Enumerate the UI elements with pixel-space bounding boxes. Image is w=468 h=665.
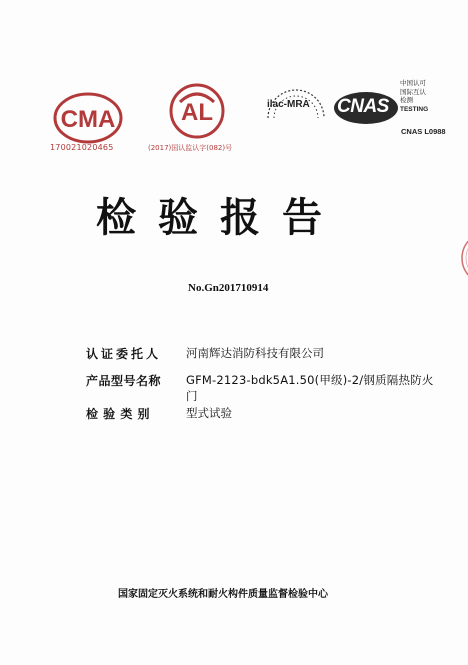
cnas-side-line: 中国认可	[400, 80, 426, 87]
cma-number: 170021020465	[50, 143, 114, 152]
cnas-side-line: 国际互认	[400, 88, 426, 96]
test-type-value: 型式试验	[186, 406, 232, 420]
svg-text:CMA: CMA	[60, 106, 116, 133]
seal-stamp-partial	[454, 228, 468, 288]
cal-number: (2017)国认监认字(082)号	[148, 144, 233, 152]
ilac-mra-text: ilac-MRA	[267, 99, 310, 110]
test-type-label: 检 验 类 别	[86, 407, 151, 421]
client-value: 河南辉达消防科技有限公司	[186, 346, 324, 360]
cnas-mark: CNAS	[337, 96, 389, 117]
product-label: 产品型号名称	[86, 374, 162, 388]
product-value: GFM-2123-bdk5A1.50(甲级)-2/钢质隔热防火门	[186, 373, 434, 403]
cnas-side-line: TESTING	[400, 105, 429, 113]
report-number: No.Gn201710914	[188, 282, 269, 294]
page-title: 检验报告	[96, 195, 344, 241]
cnas-side-line: 检测	[400, 97, 413, 104]
cnas-side-text	[400, 80, 428, 114]
cma-logo	[52, 90, 124, 146]
client-label: 认证委托人	[86, 347, 162, 361]
svg-text:AL: AL	[181, 99, 213, 126]
issuing-organization: 国家固定灭火系统和耐火构件质量监督检验中心	[118, 589, 328, 600]
cal-logo	[168, 82, 226, 140]
cnas-code: CNAS L0988	[401, 127, 446, 136]
